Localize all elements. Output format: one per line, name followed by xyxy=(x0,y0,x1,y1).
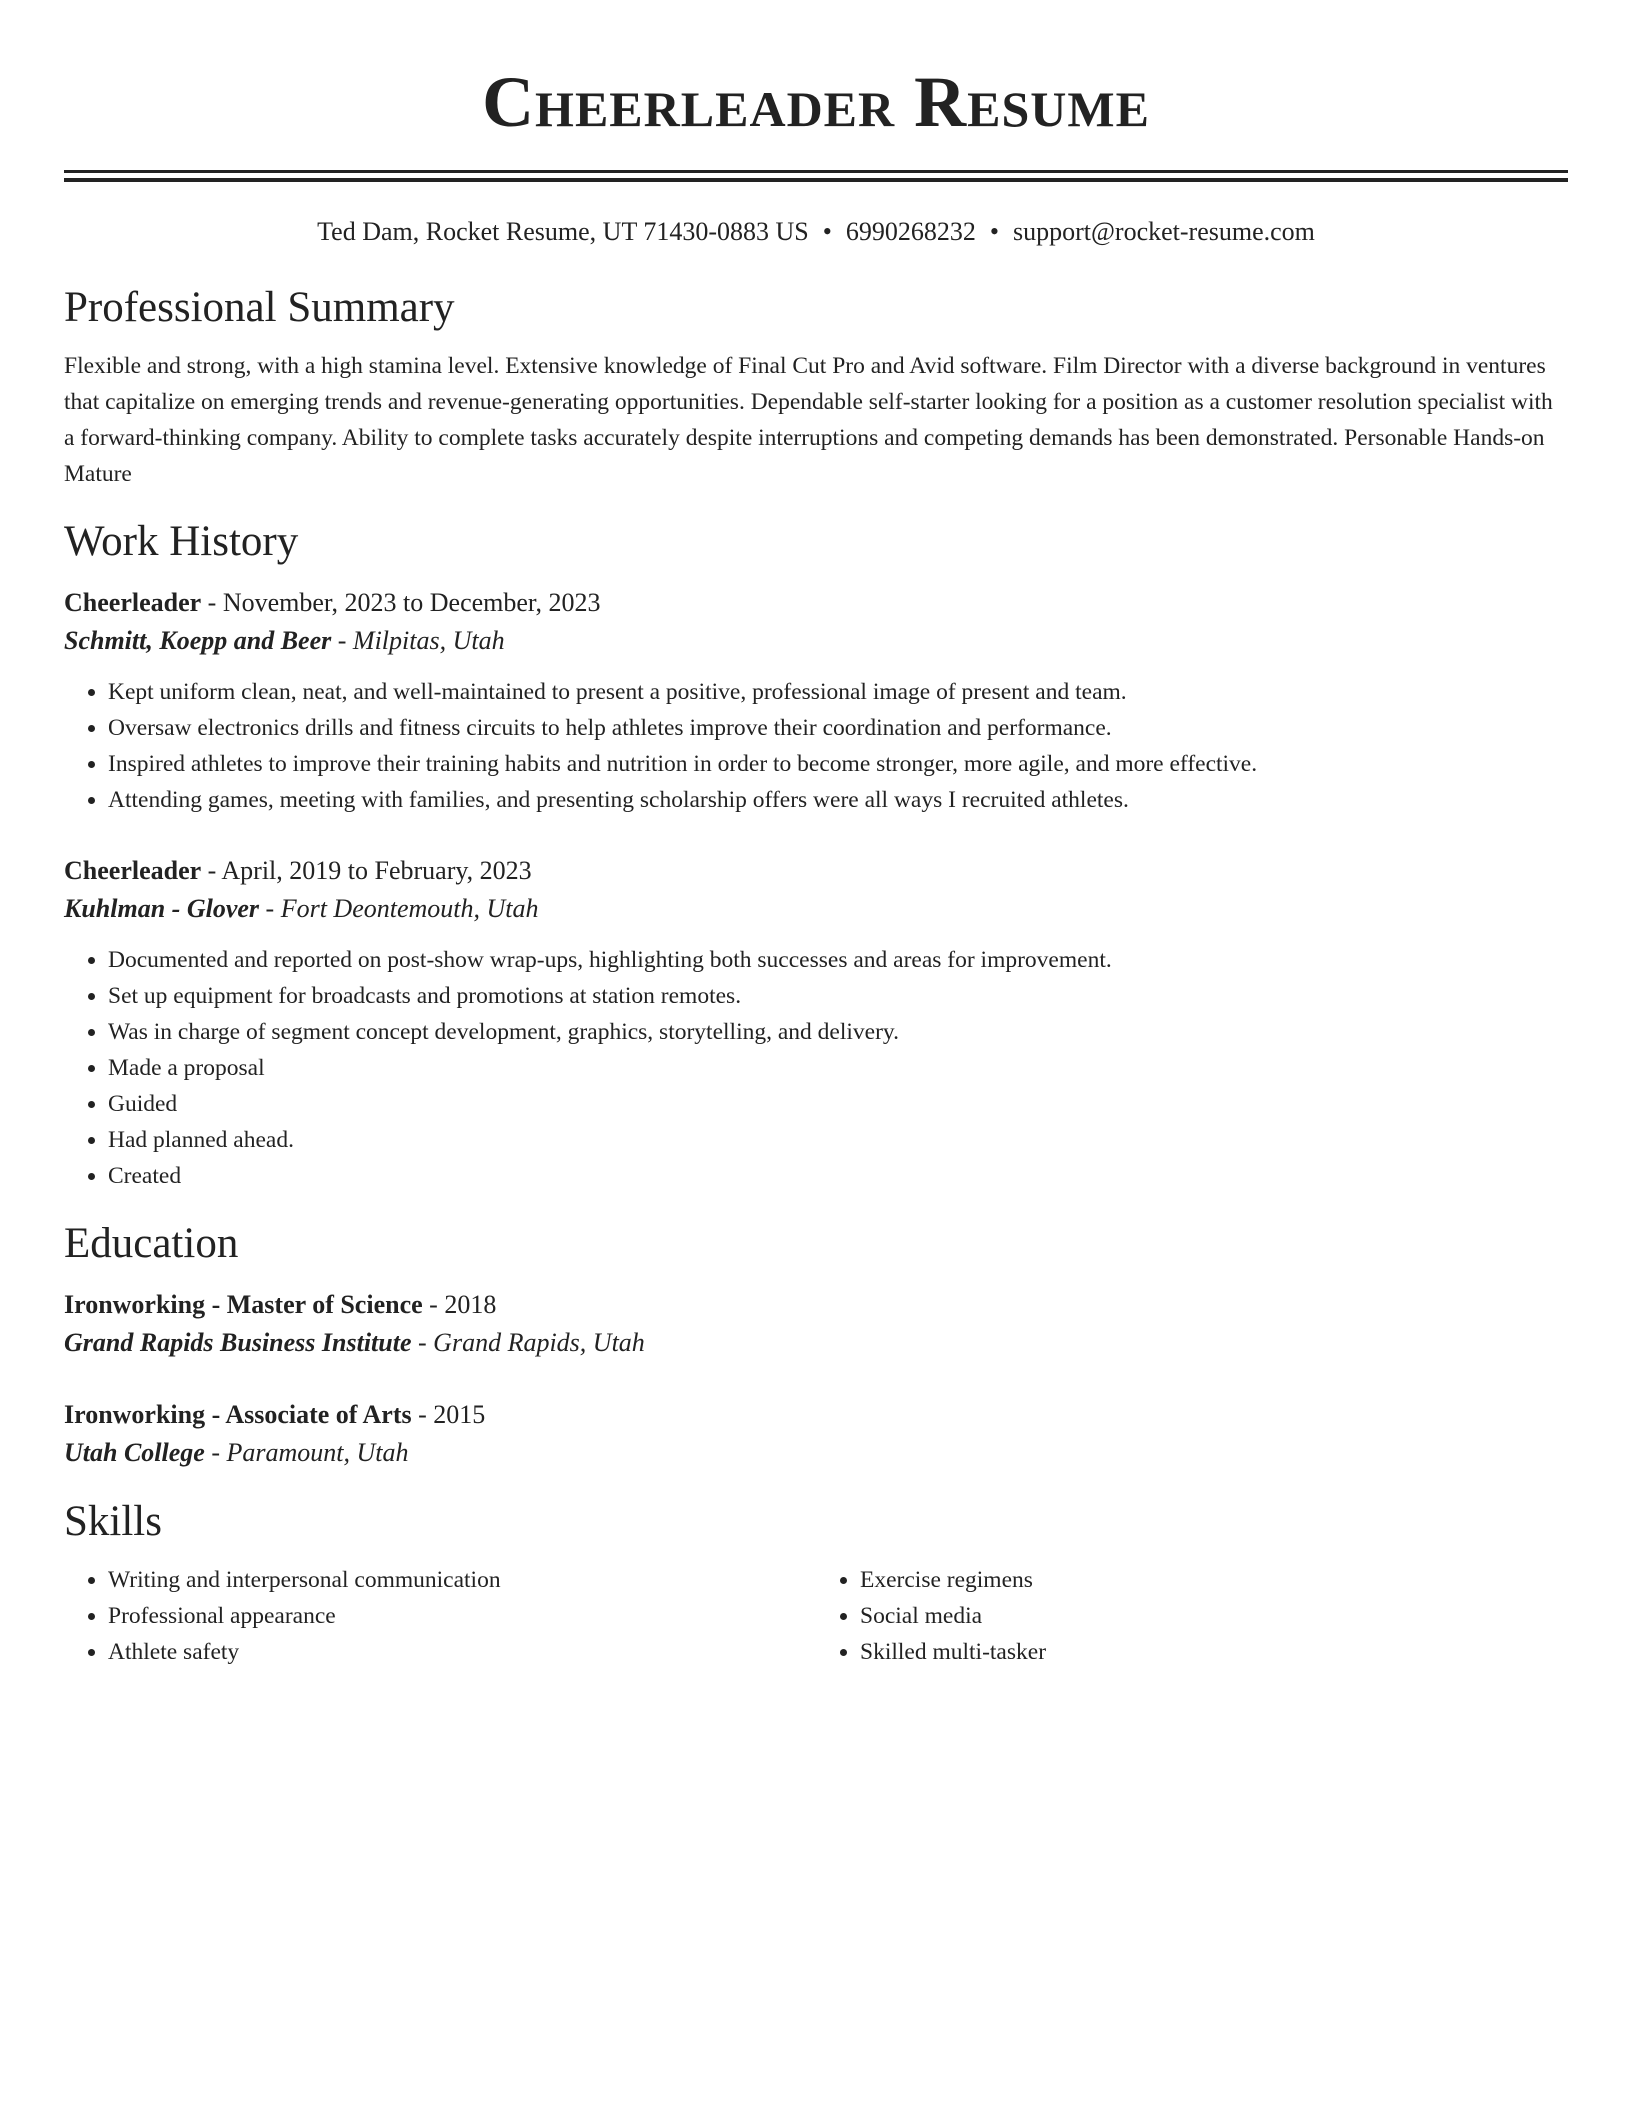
skill-item: • Athlete safety xyxy=(108,1634,816,1670)
job-bullet: • Guided xyxy=(108,1086,1568,1122)
job-title: Cheerleader xyxy=(64,588,202,617)
degree: Ironworking - Associate of Arts xyxy=(64,1400,412,1429)
job-dates: - November, 2023 to December, 2023 xyxy=(201,588,601,617)
skill-item: • Exercise regimens xyxy=(860,1562,1568,1598)
education-entry xyxy=(64,1396,1568,1472)
skill-item: • Writing and interpersonal communication xyxy=(108,1562,816,1598)
skills-heading: Skills xyxy=(64,1498,162,1545)
job-entry xyxy=(64,852,1568,1194)
school-location: - Grand Rapids, Utah xyxy=(411,1328,645,1357)
job-location: - Fort Deontemouth, Utah xyxy=(259,894,539,923)
job-title-line xyxy=(64,584,1568,622)
education-heading: Education xyxy=(64,1220,239,1267)
skills-column-right xyxy=(816,1562,1568,1670)
job-company: Schmitt, Koepp and Beer xyxy=(64,626,332,655)
school-name: Grand Rapids Business Institute xyxy=(64,1328,412,1357)
summary-heading: Professional Summary xyxy=(64,284,455,331)
job-bullets xyxy=(64,942,1568,1194)
graduation-year: - 2018 xyxy=(422,1290,497,1319)
job-bullet: • Made a proposal xyxy=(108,1050,1568,1086)
contact-email: support@rocket-resume.com xyxy=(1012,217,1315,246)
job-bullet: • Had planned ahead. xyxy=(108,1122,1568,1158)
job-location: - Milpitas, Utah xyxy=(331,626,505,655)
job-title-line xyxy=(64,852,1568,890)
skills-column-left xyxy=(64,1562,816,1670)
job-entry xyxy=(64,584,1568,818)
job-bullet: • Documented and reported on post-show wrap-ups, highlighting both successes and areas for improvement. xyxy=(108,942,1568,978)
contact-separator: • xyxy=(989,217,999,246)
job-bullet: • Oversaw electronics drills and fitness circuits to help athletes improve their coordination and performance. xyxy=(108,710,1568,746)
skill-item: • Social media xyxy=(860,1598,1568,1634)
title-divider-top xyxy=(64,170,1568,173)
job-title: Cheerleader xyxy=(64,856,202,885)
job-company-line xyxy=(64,890,1568,928)
job-bullet: • Inspired athletes to improve their training habits and nutrition in order to become stronger, more agile, and more effective. xyxy=(108,746,1568,782)
contact-line xyxy=(64,214,1568,250)
job-bullet: • Kept uniform clean, neat, and well-maintained to present a positive, professional image of present and team. xyxy=(108,674,1568,710)
school-line xyxy=(64,1434,1568,1472)
job-company: Kuhlman - Glover xyxy=(64,894,260,923)
summary-text: Flexible and strong, with a high stamina level. Extensive knowledge of Final Cut Pro and Avid software. Film Director with a diverse background in ventures that capitalize on emerging trends and revenue-generating opportunities. Dependable self-starter looking for a position as a customer resolution specialist with a forward-thinking company. Ability to complete tasks accurately despite interruptions and competing demands has been demonstrated. Personable Hands-on Mature xyxy=(64,353,1553,487)
contact-address: Ted Dam, Rocket Resume, UT 71430-0883 US xyxy=(317,217,809,246)
skill-item: • Professional appearance xyxy=(108,1598,816,1634)
job-bullets xyxy=(64,674,1568,818)
contact-separator: • xyxy=(822,217,832,246)
job-company-line xyxy=(64,622,1568,660)
school-location: - Paramount, Utah xyxy=(204,1438,409,1467)
work-history-heading: Work History xyxy=(64,518,299,565)
job-dates: - April, 2019 to February, 2023 xyxy=(201,856,532,885)
degree-line xyxy=(64,1286,1568,1324)
graduation-year: - 2015 xyxy=(411,1400,486,1429)
job-bullet: • Set up equipment for broadcasts and promotions at station remotes. xyxy=(108,978,1568,1014)
title-divider-bottom xyxy=(64,178,1568,182)
school-line xyxy=(64,1324,1568,1362)
resume-title: Cheerleader Resume xyxy=(482,62,1150,142)
school-name: Utah College xyxy=(64,1438,205,1467)
job-bullet: • Attending games, meeting with families, and presenting scholarship offers were all ways I recruited athletes. xyxy=(108,782,1568,818)
education-entry xyxy=(64,1286,1568,1362)
job-bullet: • Created xyxy=(108,1158,1568,1194)
skill-item: • Skilled multi-tasker xyxy=(860,1634,1568,1670)
job-bullet: • Was in charge of segment concept development, graphics, storytelling, and delivery. xyxy=(108,1014,1568,1050)
skills-list xyxy=(64,1562,1568,1670)
degree-line xyxy=(64,1396,1568,1434)
degree: Ironworking - Master of Science xyxy=(64,1290,423,1319)
contact-phone: 6990268232 xyxy=(845,217,976,246)
